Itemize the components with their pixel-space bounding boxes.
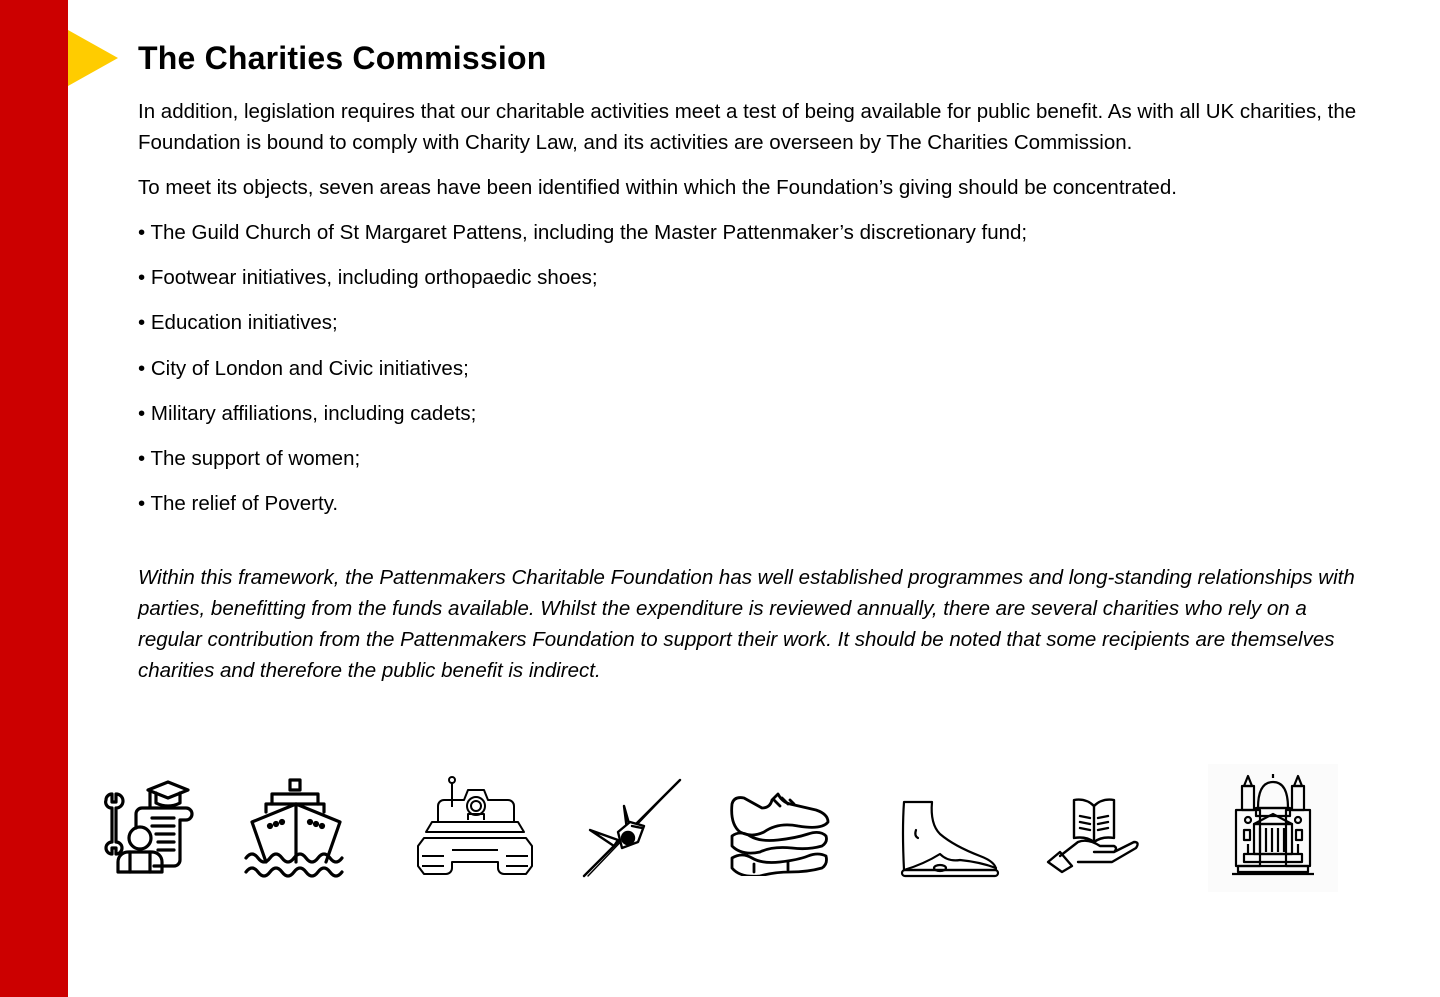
intro-paragraph: In addition, legislation requires that our charitable activities meet a test of being available for public benefit. As with all UK charities, the Foundation is bound to comply with Charity Law, and its activities are overseen by The Charities Commission.	[138, 100, 1357, 154]
icon-row	[0, 760, 1440, 900]
trainer-shoe-layers-icon	[728, 790, 830, 876]
list-item: • The relief of Poverty.	[138, 492, 339, 516]
closing-paragraph: Within this framework, the Pattenmakers Charitable Foundation has well established programmes and long-standing relationships with parties, benefitting from the funds available. Whilst the expenditure is reviewed annually, there are several charities who rely on a regular contribution from the Pattenmakers Foundation to support their work. It should be noted that some recipients are themselves charities and therefore the public benefit is indirect.	[138, 566, 1355, 682]
list-item: • Education initiatives;	[138, 311, 338, 335]
list-item: • City of London and Civic initiatives;	[138, 356, 469, 380]
objects-paragraph: To meet its objects, seven areas have been identified within which the Foundation’s giving should be concentrated.	[138, 176, 1177, 199]
list-item: • Military affiliations, including cadets;	[138, 401, 477, 425]
st-pauls-cathedral-icon	[1208, 764, 1338, 892]
fighter-jet-icon	[580, 778, 682, 880]
list-item: • Footwear initiatives, including orthopaedic shoes;	[138, 266, 598, 290]
page-title: The Charities Commission	[138, 40, 547, 76]
body-content	[138, 96, 1368, 533]
book-in-hand-icon	[1046, 798, 1140, 874]
orthopaedic-foot-icon	[900, 800, 1000, 878]
yellow-arrow-marker	[68, 30, 118, 86]
ship-icon	[244, 778, 348, 878]
list-item: • The Guild Church of St Margaret Pattens, including the Master Pattenmaker’s discretionary fund;	[138, 221, 1028, 244]
tank-icon	[416, 776, 534, 878]
giving-areas-list	[138, 217, 1368, 519]
list-item: • The support of women;	[138, 446, 361, 470]
apprentice-education-icon	[100, 778, 200, 876]
